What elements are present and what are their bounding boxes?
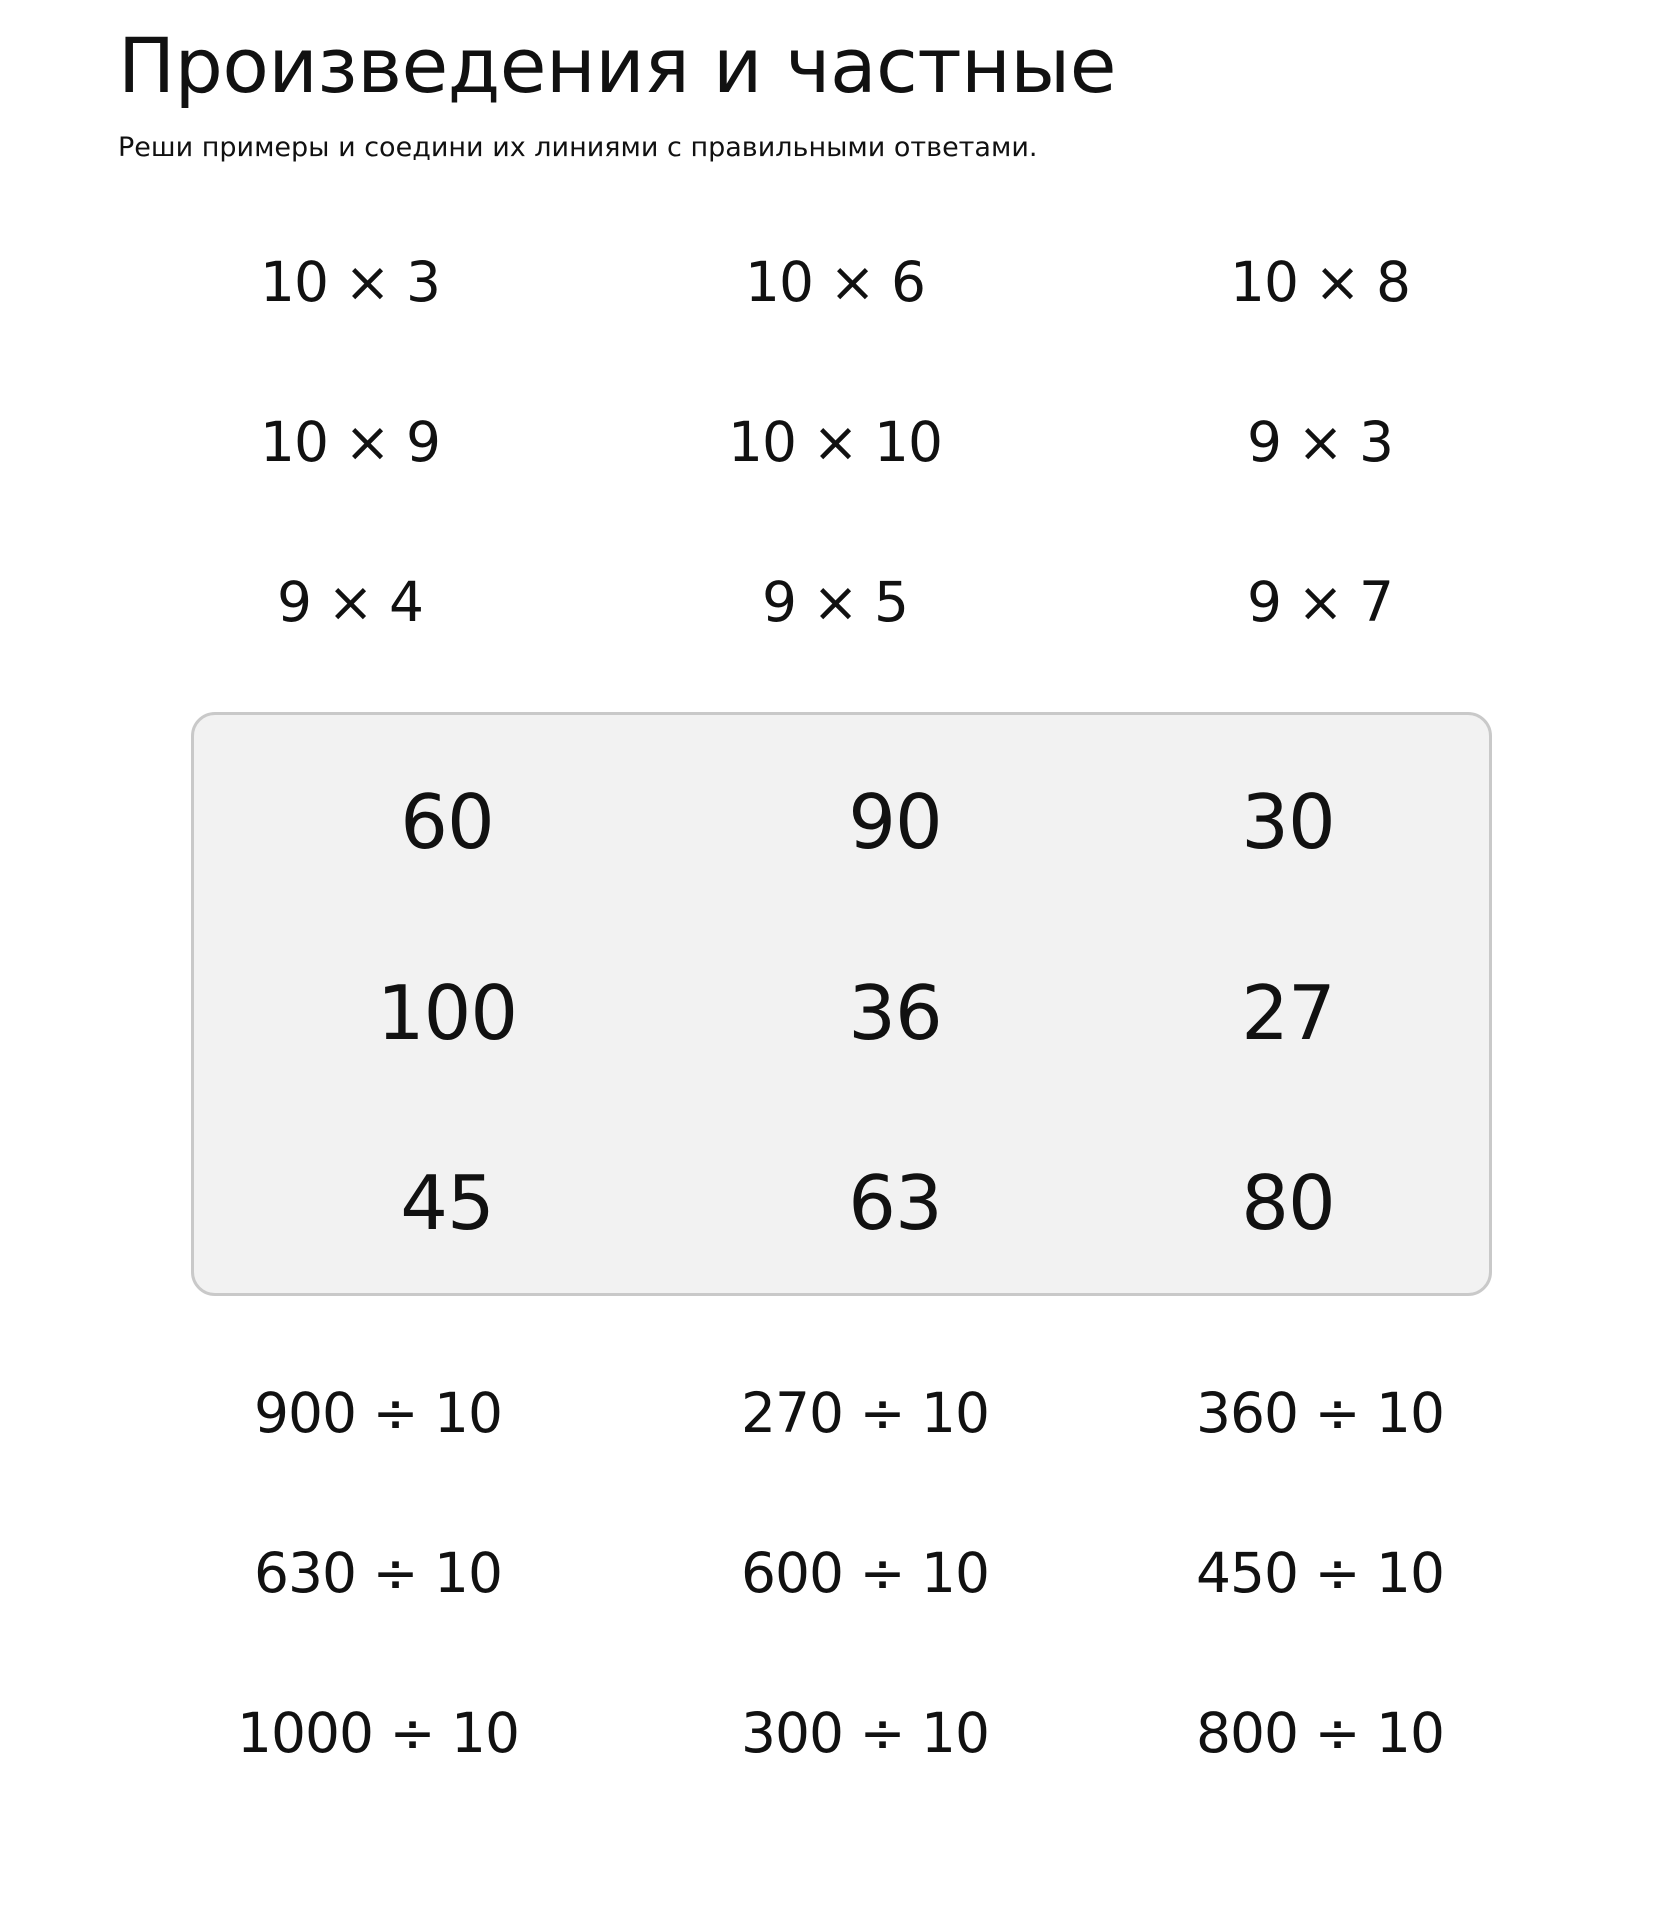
multiplication-problem[interactable]: 10 × 10 [727, 410, 943, 474]
answer-option[interactable]: 45 [400, 1159, 494, 1247]
answer-option[interactable]: 27 [1241, 969, 1335, 1057]
answer-option[interactable]: 30 [1241, 778, 1335, 866]
division-problem[interactable]: 630 ÷ 10 [253, 1541, 503, 1605]
multiplication-problem[interactable]: 9 × 4 [276, 570, 424, 634]
division-problem[interactable]: 270 ÷ 10 [740, 1381, 990, 1445]
division-problem[interactable]: 900 ÷ 10 [253, 1381, 503, 1445]
instructions: Реши примеры и соедини их линиями с правильными ответами. [118, 132, 1038, 163]
answer-option[interactable]: 90 [848, 778, 942, 866]
answer-option[interactable]: 63 [848, 1159, 942, 1247]
answer-option[interactable]: 80 [1241, 1159, 1335, 1247]
multiplication-problem[interactable]: 10 × 9 [259, 410, 441, 474]
division-problem[interactable]: 600 ÷ 10 [740, 1541, 990, 1605]
division-problem[interactable]: 300 ÷ 10 [740, 1701, 990, 1765]
multiplication-problem[interactable]: 9 × 7 [1246, 570, 1394, 634]
division-problem[interactable]: 1000 ÷ 10 [236, 1701, 520, 1765]
answer-option[interactable]: 100 [376, 969, 518, 1057]
multiplication-problem[interactable]: 9 × 3 [1246, 410, 1394, 474]
multiplication-problem[interactable]: 9 × 5 [761, 570, 909, 634]
answer-option[interactable]: 36 [848, 969, 942, 1057]
division-problem[interactable]: 450 ÷ 10 [1195, 1541, 1445, 1605]
multiplication-problem[interactable]: 10 × 6 [744, 250, 926, 314]
division-problem[interactable]: 360 ÷ 10 [1195, 1381, 1445, 1445]
multiplication-problem[interactable]: 10 × 8 [1229, 250, 1411, 314]
answer-option[interactable]: 60 [400, 778, 494, 866]
page-title: Произведения и частные [118, 21, 1117, 110]
multiplication-problem[interactable]: 10 × 3 [259, 250, 441, 314]
division-problem[interactable]: 800 ÷ 10 [1195, 1701, 1445, 1765]
